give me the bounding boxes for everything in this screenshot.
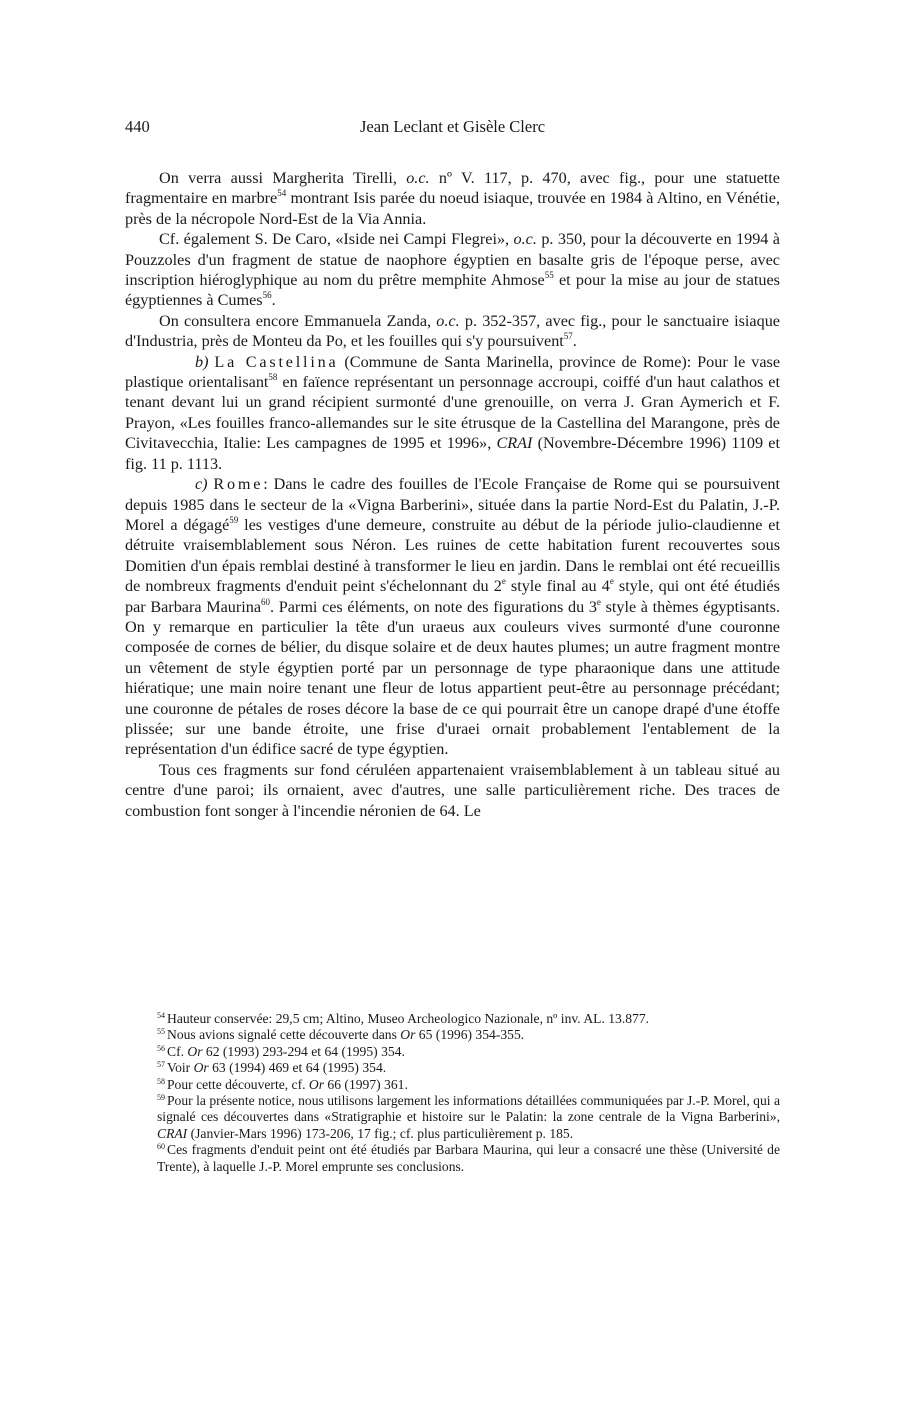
footnote-54: $^{54}$ Hauteur conservée: 29,5 cm; Altino, Museo Archeologico Nazionale, nº inv. AL. 13.877. — [157, 1011, 650, 1026]
footnote-56: $^{56}$ Cf. Or 62 (1993) 293-294 et 64 (1995) 354. — [157, 1043, 405, 1059]
section-label-b: b) — [195, 352, 209, 371]
footnote-57: $^{57}$ Voir Or 63 (1994) 469 et 64 (1995) 354. — [157, 1060, 387, 1076]
footnote-60: $^{60}$ Ces fragments d'enduit peint ont été étudiés par Barbara Maurina, qui leur a consacré une thèse (Université de Trente), à laquelle J.-P. Morel emprunte ses conclusions. — [157, 1142, 780, 1174]
page-number: 440 — [125, 117, 150, 136]
paragraph-fragments: Tous ces fragments sur fond céruléen appartenaient vraisemblablement à un tableau situé au centre d'une paroi; ils ornaient, avec d'autres, une salle particulièrement riche. Des traces de combustion font songer à l'incendie néronien de 64. Le — [125, 760, 780, 820]
footnote-ref-60[interactable]: 60 — [261, 596, 271, 607]
place-name-rome: Rome — [213, 475, 264, 494]
section-label-c: c) — [195, 475, 208, 494]
running-head: Jean Leclant et Gisèle Clerc — [359, 117, 546, 136]
footnote-ref-54[interactable]: 54 — [277, 188, 287, 199]
page-header — [125, 117, 780, 139]
paragraph-zanda: On consultera encore Emmanuela Zanda, o.c. p. 352-357, avec fig., pour le sanctuaire isiaque d'Industria, près de Monteu da Po, et les fouilles qui s'y poursuivent$^{57}$. — [125, 311, 780, 351]
footnote-ref-56[interactable]: 56 — [262, 290, 272, 301]
paragraph-castellina: b) La Castellina (Commune de Santa Marinella, province de Rome): Pour le vase plastique orientalisant$^{58}$ en faïence représentant un personnage accroupi, coiffé d'un haut calathos et tenant devant lui un grand récipient surmonté d'une grenouille, on verra J. Gran Aymerich et F. Prayon, «Les fouilles franco-allemandes sur le site étrusque de la Castellina del Marangone, près de Civitavecchia, Italie: Les campagnes de 1995 et 1996», CRAI (Novembre-Décembre 1996) 1109 et fig. 11 p. 1113. — [125, 352, 780, 473]
footnote-ref-57[interactable]: 57 — [563, 331, 573, 342]
paragraph-rome: c) Rome: Dans le cadre des fouilles de l'Ecole Française de Rome qui se poursuivent depuis 1985 dans le secteur de la «Vigna Barberini», située dans la partie Nord-Est du Palatin, J.-P. Morel a dégagé$^{59}$ les vestiges d'une demeure, construite au début de la période julio-claudienne et détruite vraisemblablement sous Néron. Les ruines de cette habitation furent recouvertes sous Domitien d'un épais remblai destiné à transformer le lieu en jardin. Dans le remblai ont été recueillis de nombreux fragments d'enduit peint s'échelonnant du 2e style final au 4e style, qui ont été étudiés par Barbara Maurina$^{60}$. Parmi ces éléments, on note des figurations du 3e style à thèmes égyptisants. On y remarque en particulier la tête d'un uraeus aux couleurs vives surmonté d'une couronne composée de cornes de bélier, du disque solaire et de deux hautes plumes; un autre fragment montre un vêtement de style égyptien porté par un personnage de type pharaonique dans une attitude hiératique; une main noire tenant une fleur de lotus appartient peut-être au personnage précédant; une couronne de pétales de roses décore la base de ce qui pourrait être un canope drapé d'une étoffe plissée; sur une bande étroite, une frise d'uraei ornait probablement l'entablement de la représentation d'un édifice sacré de type égyptien. — [125, 475, 781, 759]
place-name-castellina: La Castellina — [214, 352, 339, 371]
footnote-ref-55[interactable]: 55 — [544, 270, 554, 281]
body-text — [125, 168, 780, 821]
footnote-58: $^{58}$ Pour cette découverte, cf. Or 66 (1997) 361. — [157, 1076, 408, 1092]
footnote-55: $^{55}$ Nous avions signalé cette découverte dans Or 65 (1996) 354-355. — [157, 1027, 525, 1043]
footnotes — [157, 1011, 780, 1175]
footnote-ref-58[interactable]: 58 — [268, 372, 278, 383]
paragraph-de-caro: Cf. également S. De Caro, «Iside nei Campi Flegrei», o.c. p. 350, pour la découverte en 1994 à Pouzzoles d'un fragment de statue de naophore égyptien en basalte gris de l'époque perse, avec inscription hiéroglyphique au nom du prêtre memphite Ahmose$^{55}$ et pour la mise au jour de statues égyptiennes à Cumes$^{56}$. — [125, 230, 780, 310]
footnote-59: $^{59}$ Pour la présente notice, nous utilisons largement les informations détaillées communiquées par J.-P. Morel, qui a signalé ces découvertes dans «Stratigraphie et histoire sur le Palatin: la zone centrale de la Vigna Barberini», CRAI (Janvier-Mars 1996) 173-206, 17 fig.; cf. plus particulièrement p. 185. — [157, 1093, 780, 1141]
paragraph-tirelli: On verra aussi Margherita Tirelli, o.c. nº V. 117, p. 470, avec fig., pour une statuette fragmentaire en marbre$^{54}$ montrant Isis parée du noeud isiaque, trouvée en 1984 à Altino, en Vénétie, près de la nécropole Nord-Est de la Via Annia. — [125, 169, 780, 228]
footnote-ref-59[interactable]: 59 — [229, 514, 239, 525]
